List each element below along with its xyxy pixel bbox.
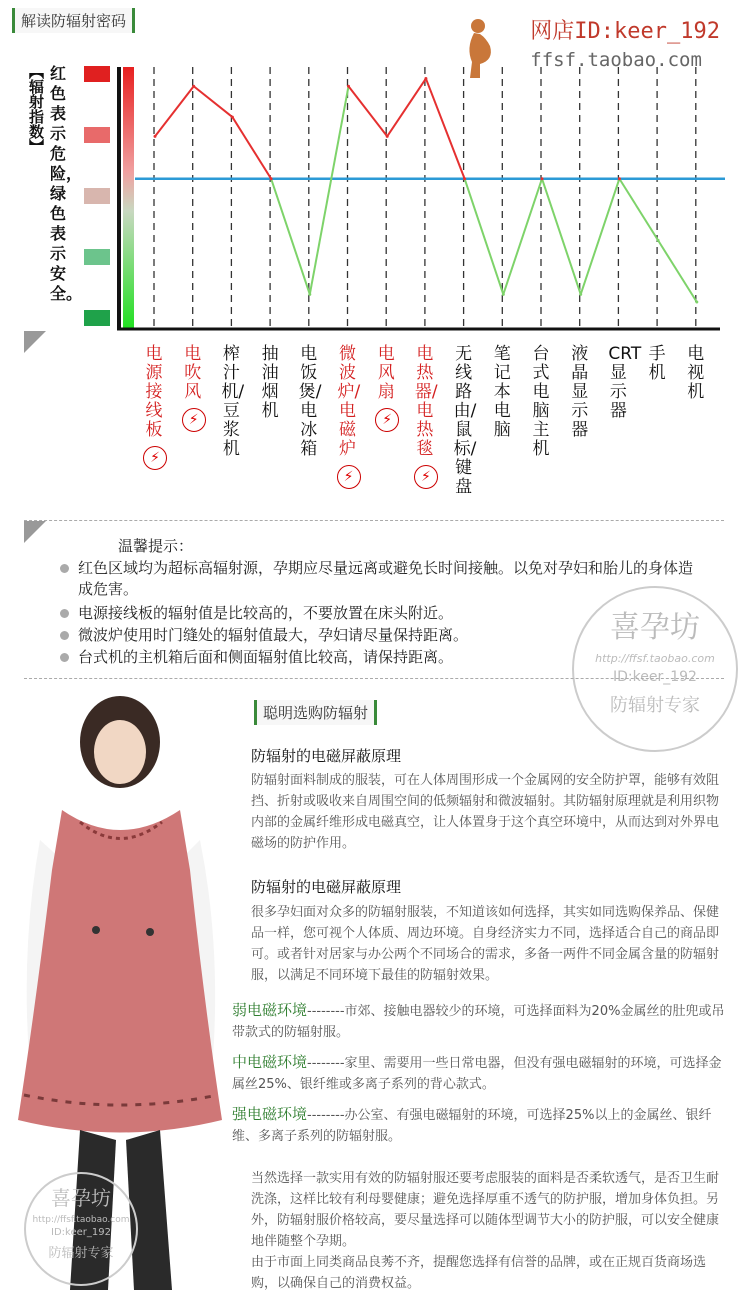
series-segment	[503, 179, 542, 295]
x-tick-label	[376, 345, 396, 432]
x-tick-text: 电吹风	[184, 344, 202, 402]
x-tick-label	[686, 345, 706, 402]
x-tick-text: 电视机	[687, 344, 705, 402]
series-segment	[658, 240, 697, 302]
tip-item: 微波炉使用时门缝处的辐射值最大，孕妇请尽量保持距离。	[78, 625, 698, 646]
x-tick-text: 无线路由/鼠标/键盘	[453, 344, 477, 497]
series-segment	[426, 79, 465, 179]
data-point	[231, 116, 234, 119]
data-point	[154, 135, 157, 138]
series-segment	[271, 179, 310, 295]
x-tick-label	[453, 344, 477, 497]
series-segment	[542, 179, 581, 295]
section-tag-guide: 聪明选购防辐射	[254, 700, 377, 725]
data-point	[386, 135, 389, 138]
series-segment	[232, 117, 271, 179]
tips-title: 温馨提示：	[118, 537, 194, 555]
lightning-icon: ⚡	[337, 465, 361, 489]
x-tick-text: 液晶显示器	[571, 344, 589, 440]
guide-paragraph-2: 很多孕妇面对众多的防辐射服装，不知道该如何选择，其实如同选购保养品、保健品一样，您可视个人体质、周边环境。自身经济实力不同，选择适合自己的商品即可。或者针对居家与办公两个不同场合的需求，多备一两件不同金属含量的防辐射服，以满足不同环境下最佳的防辐射效果。	[251, 905, 720, 983]
series-segment	[387, 79, 426, 137]
x-tick-label	[260, 345, 280, 421]
divider-guide	[24, 678, 724, 679]
x-tick-label	[414, 344, 438, 489]
lightning-icon: ⚡	[182, 408, 206, 432]
series-segment	[349, 86, 388, 136]
series-segment	[310, 86, 349, 294]
x-tick-text: 抽油烟机	[261, 344, 279, 421]
divider-tips	[24, 520, 724, 521]
env-strong: 强电磁环境--------办公室、有强电磁辐射的环境，可选择25%以上的金属丝、银纤维、多离子系列的防辐射服。	[232, 1105, 712, 1144]
shop-stamp: 喜孕坊 http://ffsf.taobao.com ID:keer_192 防辐射专家	[572, 586, 738, 752]
data-point	[270, 177, 273, 180]
photo-stamp: 喜孕坊 http://ffsf.taobao.com ID:keer_192 防辐射专家	[24, 1172, 138, 1286]
data-point	[541, 177, 544, 180]
data-point	[618, 177, 621, 180]
data-point	[192, 85, 195, 88]
shop-id: 网店ID:keer_192	[530, 19, 720, 44]
lightning-icon: ⚡	[143, 446, 167, 470]
guide-heading-2: 防辐射的电磁屏蔽原理	[251, 878, 402, 896]
x-tick-label	[608, 344, 642, 421]
x-tick-label	[144, 345, 164, 470]
x-tick-label	[337, 344, 361, 489]
data-point	[695, 301, 698, 304]
tip-item: 红色区域均为超标高辐射源，孕期应尽量远离或避免长时间接触。以免对孕妇和胎儿的身体造成危害。	[78, 558, 698, 600]
series-segment	[155, 86, 194, 136]
guide-paragraph-1: 防辐射面料制成的服装，可在人体周围形成一个金属网的安全防护罩，能够有效阻挡、折射或吸收来自周围空间的低频辐射和微波辐射。其防辐射原理就是利用织物内部的金属纤维形成电磁真空，让人体置身于这个真空环境中，从而达到对外界电磁场的防护作用。	[251, 773, 720, 851]
guide-heading-1: 防辐射的电磁屏蔽原理	[251, 747, 402, 765]
x-tick-text: 微波炉/电磁炉	[337, 344, 361, 459]
lightning-icon: ⚡	[414, 465, 438, 489]
data-point	[424, 77, 427, 80]
legend-text: 红色表示危险，绿色表示安全。	[50, 64, 83, 303]
data-point	[308, 293, 311, 296]
corner-mark-tips	[24, 521, 46, 543]
corner-mark-top	[24, 331, 46, 353]
series-segment	[619, 179, 658, 241]
x-tick-label	[183, 345, 203, 432]
shop-url[interactable]: ffsf.taobao.com	[530, 49, 702, 71]
radiation-chart	[0, 0, 750, 340]
x-tick-label	[647, 345, 667, 383]
env-medium: 中电磁环境--------家里、需要用一些日常电器，但没有强电磁辐射的环境，可选择金属丝25%、银纤维或多离子系列的背心款式。	[232, 1053, 722, 1092]
x-tick-label	[570, 345, 590, 440]
data-point	[657, 239, 660, 242]
section-tag-decode: 解读防辐射密码	[12, 8, 135, 33]
x-tick-text: 电风扇	[377, 344, 395, 402]
lightning-icon: ⚡	[375, 408, 399, 432]
x-tick-text: CRT显示器	[608, 344, 642, 421]
series-segment	[581, 179, 620, 295]
x-tick-label	[298, 344, 322, 459]
tip-item: 台式机的主机箱后面和侧面辐射值比较高，请保持距离。	[78, 647, 698, 668]
x-tick-label	[492, 345, 512, 440]
series-segment	[194, 86, 233, 117]
data-point	[463, 177, 466, 180]
guide-paragraph-4: 由于市面上同类商品良莠不齐，提醒您选择有信誉的品牌，或在正规百货商场选购，以确保自己的消费权益。	[251, 1255, 707, 1291]
yaxis-title: 【辐射指数】	[27, 64, 45, 154]
guide-paragraph-3: 当然选择一款实用有效的防辐射服还要考虑服装的面料是否柔软透气，是否卫生耐洗涤，这样比较有利母婴健康；避免选择厚重不透气的防护服，增加身体负担。另外，防辐射服价格较高，要尽量选择可以随体型调节大小的防护服，可以安全健康地伴随整个孕期。	[251, 1171, 720, 1249]
x-tick-text: 手机	[648, 344, 666, 383]
x-tick-text: 电饭煲/电冰箱	[298, 344, 322, 459]
x-tick-text: 榨汁机/豆浆机	[221, 344, 245, 459]
data-point	[347, 85, 350, 88]
x-tick-text: 电源接线板	[145, 344, 163, 440]
series-segment	[465, 179, 504, 295]
env-weak: 弱电磁环境--------市郊、接触电器较少的环境，可选择面料为20%金属丝的肚兜或吊带款式的防辐射服。	[232, 1001, 725, 1040]
x-tick-label	[531, 345, 551, 459]
x-tick-text: 笔记本电脑	[493, 344, 511, 440]
data-point	[579, 293, 582, 296]
tip-item: 电源接线板的辐射值是比较高的，不要放置在床头附近。	[78, 603, 698, 624]
x-tick-label	[221, 344, 245, 459]
x-tick-text: 电热器/电热毯	[414, 344, 438, 459]
x-tick-text: 台式电脑主机	[532, 344, 550, 459]
data-point	[502, 293, 505, 296]
